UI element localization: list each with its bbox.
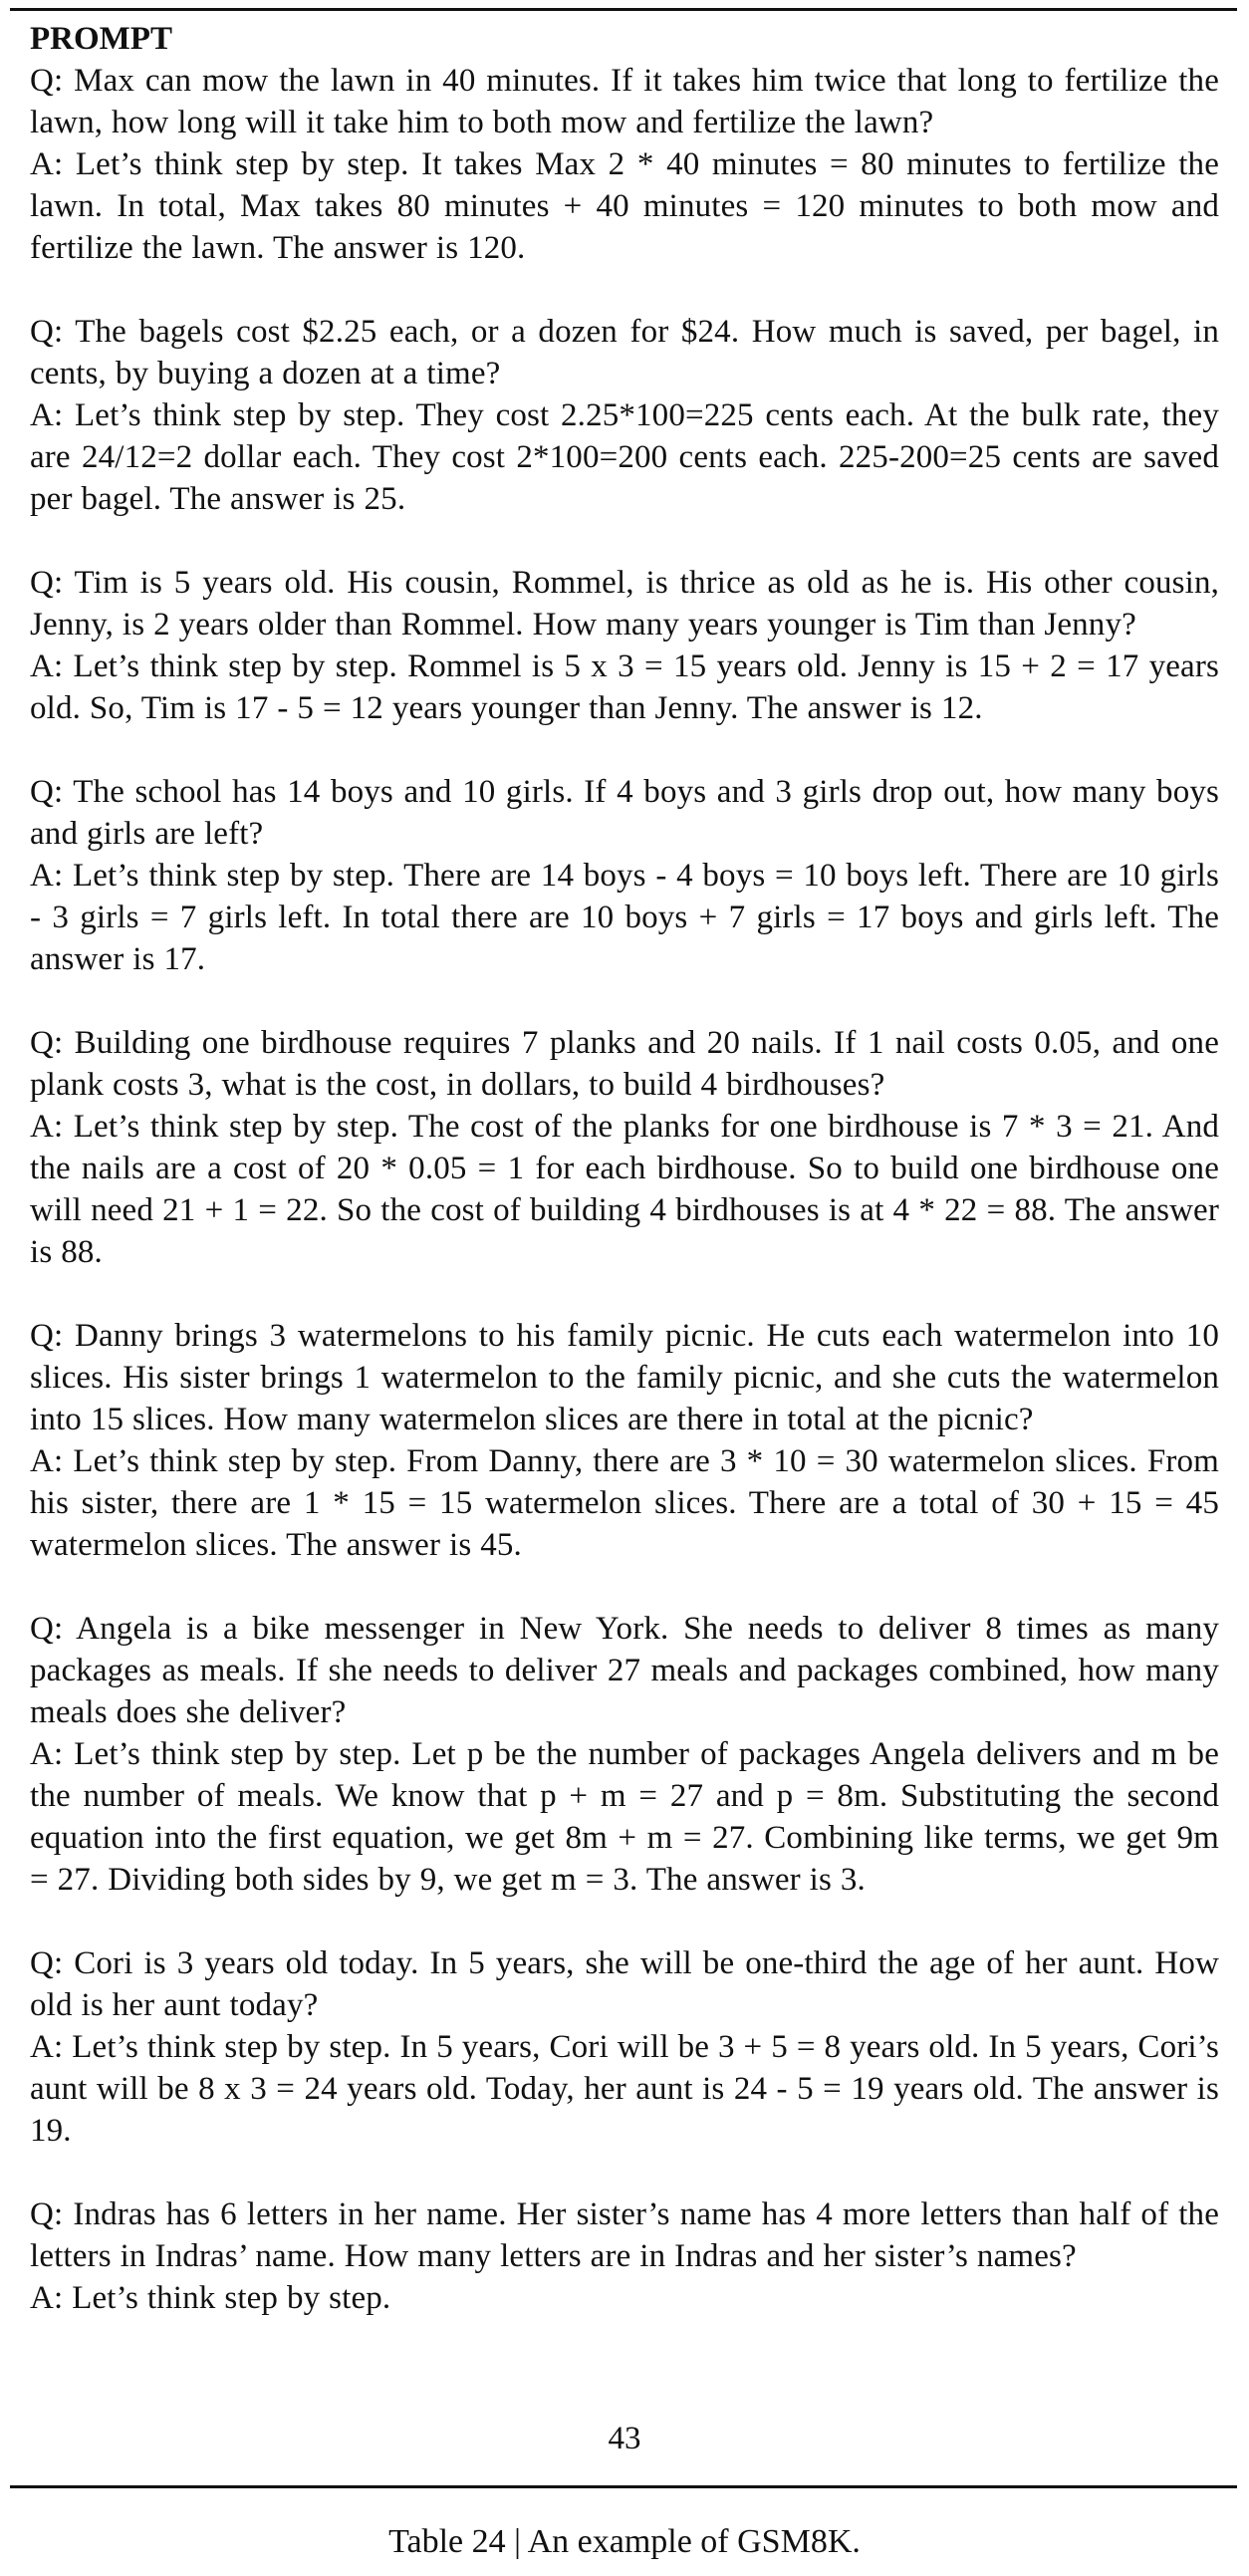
answer-text: A: Let’s think step by step. Let p be the number of packages Angela delivers and m be the number of meals. We know that p + m = 27 and p = 8m. Substituting the second equation into the first equation, we get 8m + m = 27. Combining like terms, we get 9m = 27. Dividing both sides by 9, we get m = 3. The answer is 3. xyxy=(30,1736,1219,1898)
answer-text: A: Let’s think step by step. The cost of the planks for one birdhouse is 7 * 3 = 21. And the nails are a cost of 20 * 0.05 = 1 for each birdhouse. So to build one birdhouse one will need 21 + 1 = 22. So the cost of building 4 birdhouses is at 4 * 22 = 88. The answer is 88. xyxy=(30,1109,1219,1270)
qa-example-1 xyxy=(30,60,1219,269)
qa-example-5 xyxy=(30,1022,1219,1273)
answer-text: A: Let’s think step by step. In 5 years, Cori will be 3 + 5 = 8 years old. In 5 years, Cori’s aunt will be 8 x 3 = 24 years old. Today, her aunt is 24 - 5 = 19 years old. The answer is 19. xyxy=(30,2029,1219,2149)
question-text: Q: Indras has 6 letters in her name. Her sister’s name has 4 more letters than half of the letters in Indras’ name. How many letters are in Indras and her sister’s names? xyxy=(30,2196,1219,2274)
page-number: 43 xyxy=(608,2421,641,2456)
answer-text: A: Let’s think step by step. From Danny, there are 3 * 10 = 30 watermelon slices. From his sister, there are 1 * 15 = 15 watermelon slices. There are a total of 30 + 15 = 45 watermelon slices. The answer is 45. xyxy=(30,1443,1219,1563)
qa-example-4 xyxy=(30,771,1219,980)
qa-example-7 xyxy=(30,1608,1219,1901)
answer-text: A: Let’s think step by step. There are 14 boys - 4 boys = 10 boys left. There are 10 girls - 3 girls = 7 girls left. In total there are 10 boys + 7 girls = 17 boys and girls left. The answer is 17. xyxy=(30,858,1219,977)
question-text: Q: Tim is 5 years old. His cousin, Rommel, is thrice as old as he is. His other cousin, Jenny, is 2 years older than Rommel. How many years younger is Tim than Jenny? xyxy=(30,565,1219,643)
qa-example-9 xyxy=(30,2193,1219,2319)
prompt-table-body xyxy=(30,18,1219,2361)
qa-example-8 xyxy=(30,1942,1219,2152)
table-caption: Table 24 | An example of GSM8K. xyxy=(388,2523,861,2560)
table-bottom-rule xyxy=(10,2485,1237,2488)
question-text: Q: Max can mow the lawn in 40 minutes. If it takes him twice that long to fertilize the lawn, how long will it take him to both mow and fertilize the lawn? xyxy=(30,63,1219,140)
question-text: Q: The school has 14 boys and 10 girls. If 4 boys and 3 girls drop out, how many boys and girls are left? xyxy=(30,774,1219,852)
qa-example-6 xyxy=(30,1315,1219,1566)
question-text: Q: Angela is a bike messenger in New York. She needs to deliver 8 times as many packages as meals. If she needs to deliver 27 meals and packages combined, how many meals does she deliver? xyxy=(30,1611,1219,1730)
question-text: Q: The bagels cost $2.25 each, or a dozen for $24. How much is saved, per bagel, in cents, by buying a dozen at a time? xyxy=(30,314,1219,391)
answer-text: A: Let’s think step by step. xyxy=(30,2280,391,2316)
table-top-rule xyxy=(10,8,1237,11)
question-text: Q: Cori is 3 years old today. In 5 years, she will be one-third the age of her aunt. How old is her aunt today? xyxy=(30,1945,1219,2023)
question-text: Q: Danny brings 3 watermelons to his family picnic. He cuts each watermelon into 10 slices. His sister brings 1 watermelon to the family picnic, and she cuts the watermelon into 15 slices. How many watermelon slices are there in total at the picnic? xyxy=(30,1318,1219,1437)
qa-example-2 xyxy=(30,311,1219,520)
prompt-heading: PROMPT xyxy=(30,21,172,57)
answer-text: A: Let’s think step by step. It takes Max 2 * 40 minutes = 80 minutes to fertilize the lawn. In total, Max takes 80 minutes + 40 minutes = 120 minutes to both mow and fertilize the lawn. The answer is 120. xyxy=(30,146,1219,266)
qa-example-3 xyxy=(30,562,1219,729)
answer-text: A: Let’s think step by step. Rommel is 5 x 3 = 15 years old. Jenny is 15 + 2 = 17 years old. So, Tim is 17 - 5 = 12 years younger than Jenny. The answer is 12. xyxy=(30,648,1219,726)
answer-text: A: Let’s think step by step. They cost 2.25*100=225 cents each. At the bulk rate, they are 24/12=2 dollar each. They cost 2*100=200 cents each. 225-200=25 cents are saved per bagel. The answer is 25. xyxy=(30,397,1219,517)
question-text: Q: Building one birdhouse requires 7 planks and 20 nails. If 1 nail costs 0.05, and one plank costs 3, what is the cost, in dollars, to build 4 birdhouses? xyxy=(30,1025,1219,1103)
